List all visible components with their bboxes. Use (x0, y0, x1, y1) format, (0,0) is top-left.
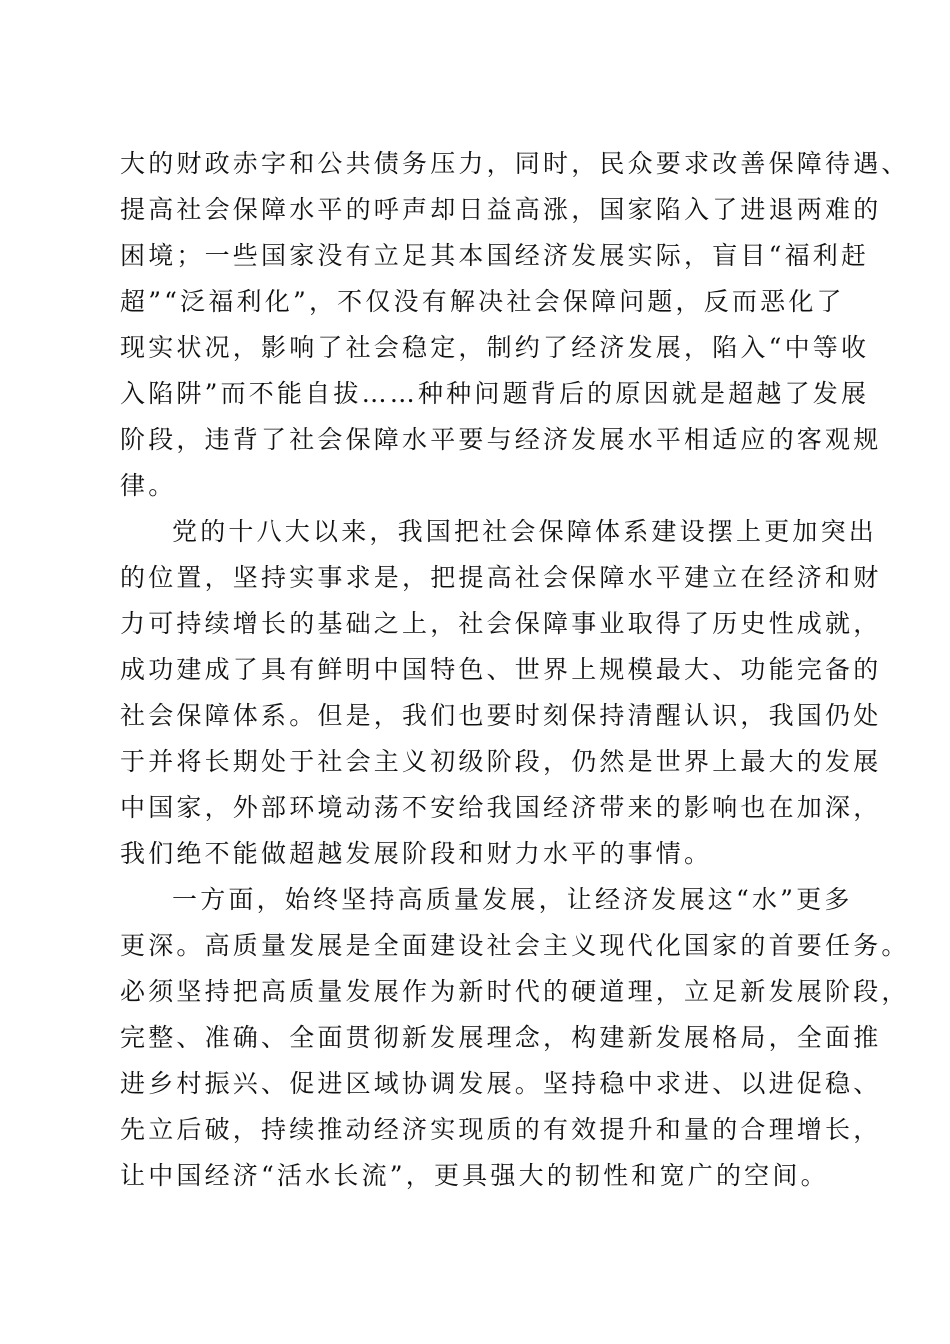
paragraph-line: 我们绝不能做超越发展阶段和财力水平的事情。 (120, 839, 713, 868)
paragraph-line: 社会保障体系。但是，我们也要时刻保持清醒认识，我国仍处 (120, 701, 882, 730)
paragraph-line: 律。 (120, 471, 177, 500)
paragraph-line: 进乡村振兴、促进区域协调发展。坚持稳中求进、以进促稳、 (120, 1069, 882, 1098)
paragraph-line: 提高社会保障水平的呼声却日益高涨，国家陷入了进退两难的 (120, 195, 882, 224)
paragraph-2 (120, 509, 882, 877)
paragraph-line: 的位置，坚持实事求是，把提高社会保障水平建立在经济和财 (120, 563, 882, 592)
paragraph-line: 入陷阱”而不能自拔……种种问题背后的原因就是超越了发展 (120, 379, 870, 408)
paragraph-line: 党的十八大以来，我国把社会保障体系建设摆上更加突出 (172, 517, 878, 546)
paragraph-line: 先立后破，持续推动经济实现质的有效提升和量的合理增长， (120, 1115, 882, 1144)
paragraph-line: 一方面，始终坚持高质量发展，让经济发展这“水”更多 (172, 885, 853, 914)
paragraph-line: 于并将长期处于社会主义初级阶段，仍然是世界上最大的发展 (120, 747, 882, 776)
paragraph-line: 困境；一些国家没有立足其本国经济发展实际，盲目“福利赶 (120, 241, 870, 270)
paragraph-line: 成功建成了具有鲜明中国特色、世界上规模最大、功能完备的 (120, 655, 882, 684)
paragraph-line: 中国家，外部环境动荡不安给我国经济带来的影响也在加深， (120, 793, 882, 822)
paragraph-line: 必须坚持把高质量发展作为新时代的硬道理，立足新发展阶段， (120, 977, 910, 1006)
paragraph-line: 让中国经济“活水长流”，更具强大的韧性和宽广的空间。 (120, 1161, 829, 1190)
paragraph-line: 更深。高质量发展是全面建设社会主义现代化国家的首要任务。 (120, 931, 910, 960)
paragraph-line: 力可持续增长的基础之上，社会保障事业取得了历史性成就， (120, 609, 882, 638)
paragraph-1 (120, 141, 910, 509)
paragraph-line: 超”“泛福利化”，不仅没有解决社会保障问题，反而恶化了 (120, 287, 845, 316)
paragraph-line: 完整、准确、全面贯彻新发展理念，构建新发展格局，全面推 (120, 1023, 882, 1052)
document-body (120, 141, 910, 1199)
paragraph-line: 阶段，违背了社会保障水平要与经济发展水平相适应的客观规 (120, 425, 882, 454)
paragraph-line: 大的财政赤字和公共债务压力，同时，民众要求改善保障待遇、 (120, 149, 910, 178)
paragraph-3 (120, 877, 910, 1199)
paragraph-line: 现实状况，影响了社会稳定，制约了经济发展，陷入“中等收 (120, 333, 870, 362)
